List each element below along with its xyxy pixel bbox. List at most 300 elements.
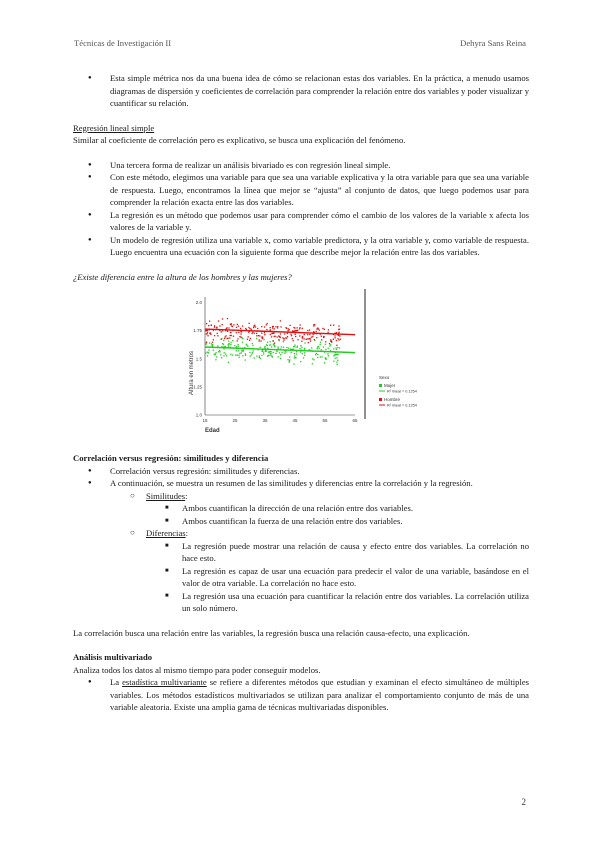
scatter-point [295, 357, 296, 358]
scatter-point [224, 338, 225, 339]
scatter-point [316, 328, 317, 329]
scatter-point [320, 344, 321, 345]
scatter-point [300, 361, 301, 362]
scatter-point [322, 328, 323, 329]
scatter-point [287, 336, 288, 337]
scatter-point [273, 352, 274, 353]
scatter-point [294, 355, 295, 356]
scatter-point [270, 341, 271, 342]
scatter-point [237, 338, 238, 339]
scatter-point [285, 327, 286, 328]
scatter-point [303, 338, 304, 339]
scatter-point [257, 328, 258, 329]
scatter-point [329, 345, 330, 346]
scatter-point [336, 354, 337, 355]
scatter-point [287, 359, 288, 360]
scatter-point [270, 353, 271, 354]
scatter-point [297, 330, 298, 331]
scatter-point [324, 362, 325, 363]
legend-note: R² lineal = 0.1254 [387, 403, 417, 408]
scatter-point [271, 346, 272, 347]
scatter-point [271, 336, 272, 337]
scatter-point [301, 347, 302, 348]
scatter-point [247, 339, 248, 340]
scatter-point [334, 335, 335, 336]
scatter-point [288, 348, 289, 349]
scatter-point [333, 348, 334, 349]
scatter-point [317, 357, 318, 358]
regression-bullet: ● Una tercera forma de realizar un análisis bivariado es con regresión lineal simple. [73, 159, 529, 172]
scatter-point [283, 339, 284, 340]
multivariate-link[interactable]: estadística multivariante [122, 677, 207, 687]
scatter-point [335, 347, 336, 348]
scatter-point [333, 361, 334, 362]
scatter-point [330, 339, 331, 340]
scatter-point [237, 324, 238, 325]
scatter-point [233, 324, 234, 325]
scatter-point [324, 329, 325, 330]
scatter-point [217, 345, 218, 346]
scatter-point [325, 349, 326, 350]
scatter-point [299, 328, 300, 329]
scatter-point [223, 355, 224, 356]
scatter-point [247, 346, 248, 347]
header-right: Dehyra Sans Reina [460, 38, 526, 48]
scatter-point [321, 339, 322, 340]
comparison-bullet: ● A continuación, se muestra un resumen de las similitudes y diferencias entre la correlación y la regresión. [73, 477, 529, 490]
y-tick-label: 2.0 [195, 300, 202, 306]
scatter-point [218, 351, 219, 352]
scatter-point [319, 329, 320, 330]
scatter-point [286, 347, 287, 348]
page-number: 2 [521, 797, 526, 807]
x-tick-label: 65 [352, 418, 358, 423]
scatter-point [254, 325, 255, 326]
scatter-point [207, 335, 208, 336]
scatter-point [213, 349, 214, 350]
scatter-point [206, 343, 207, 344]
scatter-point [337, 360, 338, 361]
scatter-point [330, 325, 331, 326]
scatter-point [270, 354, 271, 355]
scatter-point [309, 329, 310, 330]
scatter-point [274, 346, 275, 347]
scatter-point [261, 333, 262, 334]
scatter-point [293, 340, 294, 341]
scatter-point [295, 336, 296, 337]
scatter-point [300, 345, 301, 346]
scatter-point [238, 350, 239, 351]
scatter-point [276, 336, 277, 337]
scatter-point [317, 348, 318, 349]
scatter-point [265, 351, 266, 352]
scatter-point [276, 351, 277, 352]
scatter-point [259, 339, 260, 340]
scatter-point [236, 327, 237, 328]
x-tick-label: 55 [322, 418, 328, 423]
scatter-point [273, 333, 274, 334]
scatter-point [328, 329, 329, 330]
scatter-point [312, 334, 313, 335]
multivariate-rest: se refiere a diferentes métodos que estudian y examinan el efecto simultáneo de múltiples variables. Los métodos estadísticos multivariados se utilizan para analizar el comportamiento conjunto de más de una variable aleatoria. Existe una amplia gama de técnicas multivariadas disponibles. [110, 677, 529, 712]
comparison-list [73, 465, 529, 615]
scatter-point [232, 340, 233, 341]
scatter-point [283, 341, 284, 342]
scatter-point [263, 353, 264, 354]
scatter-point [237, 355, 238, 356]
scatter-point [230, 332, 231, 333]
scatter-point [285, 351, 286, 352]
scatter-point [246, 344, 247, 345]
regression-bullet: ● Un modelo de regresión utiliza una variable x, como variable predictora, y la otra variable y, como variable de respuesta. Luego encuentra una ecuación con la siguiente forma que describe mejor la relación entre las dos variables. [73, 234, 529, 259]
scatter-point [325, 341, 326, 342]
scatter-point [289, 357, 290, 358]
scatter-point [289, 325, 290, 326]
scatter-point [310, 340, 311, 341]
scatter-point [333, 324, 334, 325]
scatter-point [209, 342, 210, 343]
scatter-point [219, 351, 220, 352]
scatter-point [259, 357, 260, 358]
x-tick-label: 45 [292, 418, 298, 423]
scatter-point [288, 328, 289, 329]
legend-title: Sexo [379, 375, 390, 380]
diferencias-label: Diferencias [146, 528, 186, 538]
scatter-point [291, 335, 292, 336]
scatter-point [304, 348, 305, 349]
scatter-point [226, 327, 227, 328]
scatter-point [337, 347, 338, 348]
y-axis-label: Altura en metros [189, 350, 195, 395]
scatter-point [313, 324, 314, 325]
scatter-point [219, 350, 220, 351]
scatter-point [217, 335, 218, 336]
scatter-point [296, 353, 297, 354]
x-tick-label: 35 [262, 418, 268, 423]
scatter-point [251, 354, 252, 355]
scatter-point [323, 346, 324, 347]
scatter-point [228, 341, 229, 342]
scatter-point [237, 340, 238, 341]
scatter-point [216, 356, 217, 357]
scatter-point [318, 346, 319, 347]
scatter-point [245, 359, 246, 360]
scatter-point [337, 364, 338, 365]
scatter-point [338, 325, 339, 326]
scatter-chart [183, 287, 453, 442]
scatter-point [289, 361, 290, 362]
scatter-point [294, 327, 295, 328]
scatter-point [280, 358, 281, 359]
scatter-point [253, 327, 254, 328]
scatter-point [251, 329, 252, 330]
scatter-point [242, 349, 243, 350]
scatter-point [313, 325, 314, 326]
scatter-point [316, 331, 317, 332]
scatter-point [309, 349, 310, 350]
scatter-point [233, 336, 234, 337]
scatter-point [225, 335, 226, 336]
scatter-point [221, 331, 222, 332]
scatter-point [224, 336, 225, 337]
scatter-point [222, 324, 223, 325]
scatter-point [284, 353, 285, 354]
scatter-point [280, 337, 281, 338]
x-axis-label: Edad [205, 428, 220, 434]
scatter-point [241, 331, 242, 332]
y-tick-label: 1.75 [193, 328, 202, 334]
scatter-point [210, 334, 211, 335]
scatter-point [261, 326, 262, 327]
scatter-point [321, 356, 322, 357]
scatter-point [262, 350, 263, 351]
scatter-point [228, 362, 229, 363]
scatter-point [336, 362, 337, 363]
scatter-point [239, 336, 240, 337]
scatter-point [270, 351, 271, 352]
legend-note: R² lineal = 0.1254 [387, 389, 417, 394]
scatter-point [294, 344, 295, 345]
scatter-point [226, 355, 227, 356]
y-tick-label: 1.5 [195, 356, 202, 362]
scatter-point [208, 352, 209, 353]
scatter-point [254, 333, 255, 334]
scatter-point [228, 327, 229, 328]
scatter-point [299, 335, 300, 336]
scatter-point [221, 339, 222, 340]
scatter-point [267, 342, 268, 343]
x-tick-label: 25 [232, 418, 238, 423]
fit-line [205, 347, 355, 353]
scatter-point [254, 357, 255, 358]
scatter-point [240, 333, 241, 334]
regression-bullet: ● La regresión es un método que podemos usar para comprender cómo el cambio de los valores de la variable x afecta los valores de la variable y. [73, 209, 529, 234]
comparison-bullet: ● Correlación versus regresión: similitudes y diferencias. [73, 465, 529, 478]
scatter-point [260, 340, 261, 341]
scatter-point [209, 321, 210, 322]
scatter-point [207, 355, 208, 356]
scatter-point [252, 332, 253, 333]
scatter-point [268, 355, 269, 356]
scatter-point [234, 345, 235, 346]
scatter-point [238, 355, 239, 356]
scatter-point [340, 339, 341, 340]
scatter-point [279, 352, 280, 353]
scatter-point [334, 337, 335, 338]
scatter-point [325, 344, 326, 345]
scatter-point [208, 350, 209, 351]
scatter-point [272, 327, 273, 328]
multivariate-list [73, 676, 529, 714]
scatter-point [280, 326, 281, 327]
scatter-point [210, 332, 211, 333]
scatter-point [216, 327, 217, 328]
scatter-point [304, 334, 305, 335]
scatter-point [207, 330, 208, 331]
scatter-point [264, 334, 265, 335]
scatter-point [215, 354, 216, 355]
scatter-point [333, 339, 334, 340]
scatter-point [214, 327, 215, 328]
scatter-point [293, 363, 294, 364]
scatter-point [227, 331, 228, 332]
scatter-point [321, 336, 322, 337]
scatter-point [256, 333, 257, 334]
scatter-point [256, 356, 257, 357]
scatter-point [316, 337, 317, 338]
scatter-point [259, 355, 260, 356]
scatter-point [252, 345, 253, 346]
scatter-point [295, 334, 296, 335]
scatter-point [211, 325, 212, 326]
scatter-point [215, 352, 216, 353]
scatter-point [224, 352, 225, 353]
scatter-point [264, 326, 265, 327]
scatter-point [242, 338, 243, 339]
scatter-point [242, 325, 243, 326]
scatter-point [225, 354, 226, 355]
scatter-point [337, 354, 338, 355]
diferencias-item: ○ Diferencias: [73, 527, 529, 540]
scatter-point [263, 339, 264, 340]
scatter-point [277, 356, 278, 357]
scatter-point [231, 326, 232, 327]
scatter-point [236, 332, 237, 333]
scatter-point [252, 352, 253, 353]
scatter-point [274, 342, 275, 343]
scatter-point [284, 333, 285, 334]
scatter-point [217, 333, 218, 334]
scatter-point [230, 335, 231, 336]
scatter-point [327, 353, 328, 354]
scatter-point [318, 348, 319, 349]
scatter-point [308, 338, 309, 339]
scatter-point [222, 318, 223, 319]
scatter-point [312, 363, 313, 364]
scatter-point [304, 342, 305, 343]
scatter-point [311, 337, 312, 338]
scatter-point [242, 355, 243, 356]
scatter-point [221, 357, 222, 358]
scatter-point [336, 349, 337, 350]
scatter-point [240, 328, 241, 329]
scatter-point [312, 358, 313, 359]
scatter-point [207, 332, 208, 333]
scatter-point [307, 330, 308, 331]
scatter-point [227, 338, 228, 339]
scatter-point [296, 351, 297, 352]
scatter-point [214, 325, 215, 326]
scatter-point [248, 336, 249, 337]
regression-heading: Regresión lineal simple [73, 122, 155, 133]
header-left: Técnicas de Investigación II [74, 38, 172, 48]
scatter-point [297, 339, 298, 340]
scatter-point [299, 348, 300, 349]
scatter-point [303, 357, 304, 358]
scatter-point [320, 342, 321, 343]
regression-intro: Similar al coeficiente de correlación pero es explicativo, se busca una explicación del fenómeno. [73, 135, 406, 145]
scatter-point [290, 334, 291, 335]
scatter-point [206, 342, 207, 343]
scatter-point [273, 326, 274, 327]
scatter-point [205, 353, 206, 354]
scatter-point [230, 354, 231, 355]
scatter-point [230, 324, 231, 325]
scatter-point [300, 324, 301, 325]
scatter-point [235, 354, 236, 355]
scatter-point [314, 339, 315, 340]
scatter-point [242, 350, 243, 351]
scatter-point [329, 343, 330, 344]
scatter-point [212, 342, 213, 343]
scatter-point [331, 341, 332, 342]
scatter-point [219, 325, 220, 326]
scatter-chart-svg [183, 287, 453, 442]
x-tick-label: 15 [202, 418, 208, 423]
similitudes-label: Similitudes [146, 490, 186, 501]
scatter-point [249, 352, 250, 353]
scatter-point [208, 325, 209, 326]
scatter-point [248, 327, 249, 328]
scatter-point [292, 330, 293, 331]
scatter-point [311, 347, 312, 348]
scatter-point [223, 340, 224, 341]
scatter-point [274, 328, 275, 329]
scatter-point [236, 350, 237, 351]
scatter-point [277, 326, 278, 327]
similitud-bullet: ■ Ambos cuantifican la dirección de una relación entre dos variables. [73, 502, 529, 515]
scatter-point [229, 337, 230, 338]
scatter-point [269, 330, 270, 331]
scatter-point [299, 327, 300, 328]
scatter-point [262, 338, 263, 339]
scatter-point [274, 336, 275, 337]
scatter-point [275, 353, 276, 354]
scatter-point [287, 330, 288, 331]
scatter-point [239, 353, 240, 354]
scatter-point [264, 332, 265, 333]
scatter-point [256, 338, 257, 339]
scatter-point [270, 327, 271, 328]
multivariate-intro: Analiza todos los datos al mismo tiempo para poder conseguir modelos. [73, 664, 321, 675]
scatter-point [297, 346, 298, 347]
scatter-point [214, 335, 215, 336]
scatter-point [296, 327, 297, 328]
scatter-point [241, 352, 242, 353]
scatter-point [250, 338, 251, 339]
scatter-point [230, 344, 231, 345]
comparison-heading: Correlación versus regresión: similitudes y diferencia [73, 453, 269, 463]
scatter-point [242, 342, 243, 343]
multivariate-prefix: La [110, 677, 123, 687]
y-tick-label: 1.0 [195, 412, 202, 418]
scatter-point [320, 356, 321, 357]
legend-entry: Hombre [384, 397, 401, 402]
intro-bullet: ● Esta simple métrica nos da una buena idea de cómo se relacionan estas dos variables. En la práctica, a menudo usamos diagramas de dispersión y coeficientes de correlación para comprender la relación entre dos variables y poder visualizar y cuantificar su relación. [73, 72, 529, 110]
scatter-point [316, 353, 317, 354]
scatter-point [281, 346, 282, 347]
scatter-point [308, 342, 309, 343]
scatter-point [287, 333, 288, 334]
similitudes-item: ○ Similitudes: [73, 490, 529, 503]
scatter-point [338, 339, 339, 340]
diferencia-bullet: ■ La regresión puede mostrar una relación de causa y efecto entre dos variables. La correlación no hace esto. [73, 540, 529, 565]
scatter-point [317, 354, 318, 355]
scatter-point [336, 357, 337, 358]
scatter-point [296, 347, 297, 348]
scatter-point [328, 355, 329, 356]
scatter-point [270, 334, 271, 335]
